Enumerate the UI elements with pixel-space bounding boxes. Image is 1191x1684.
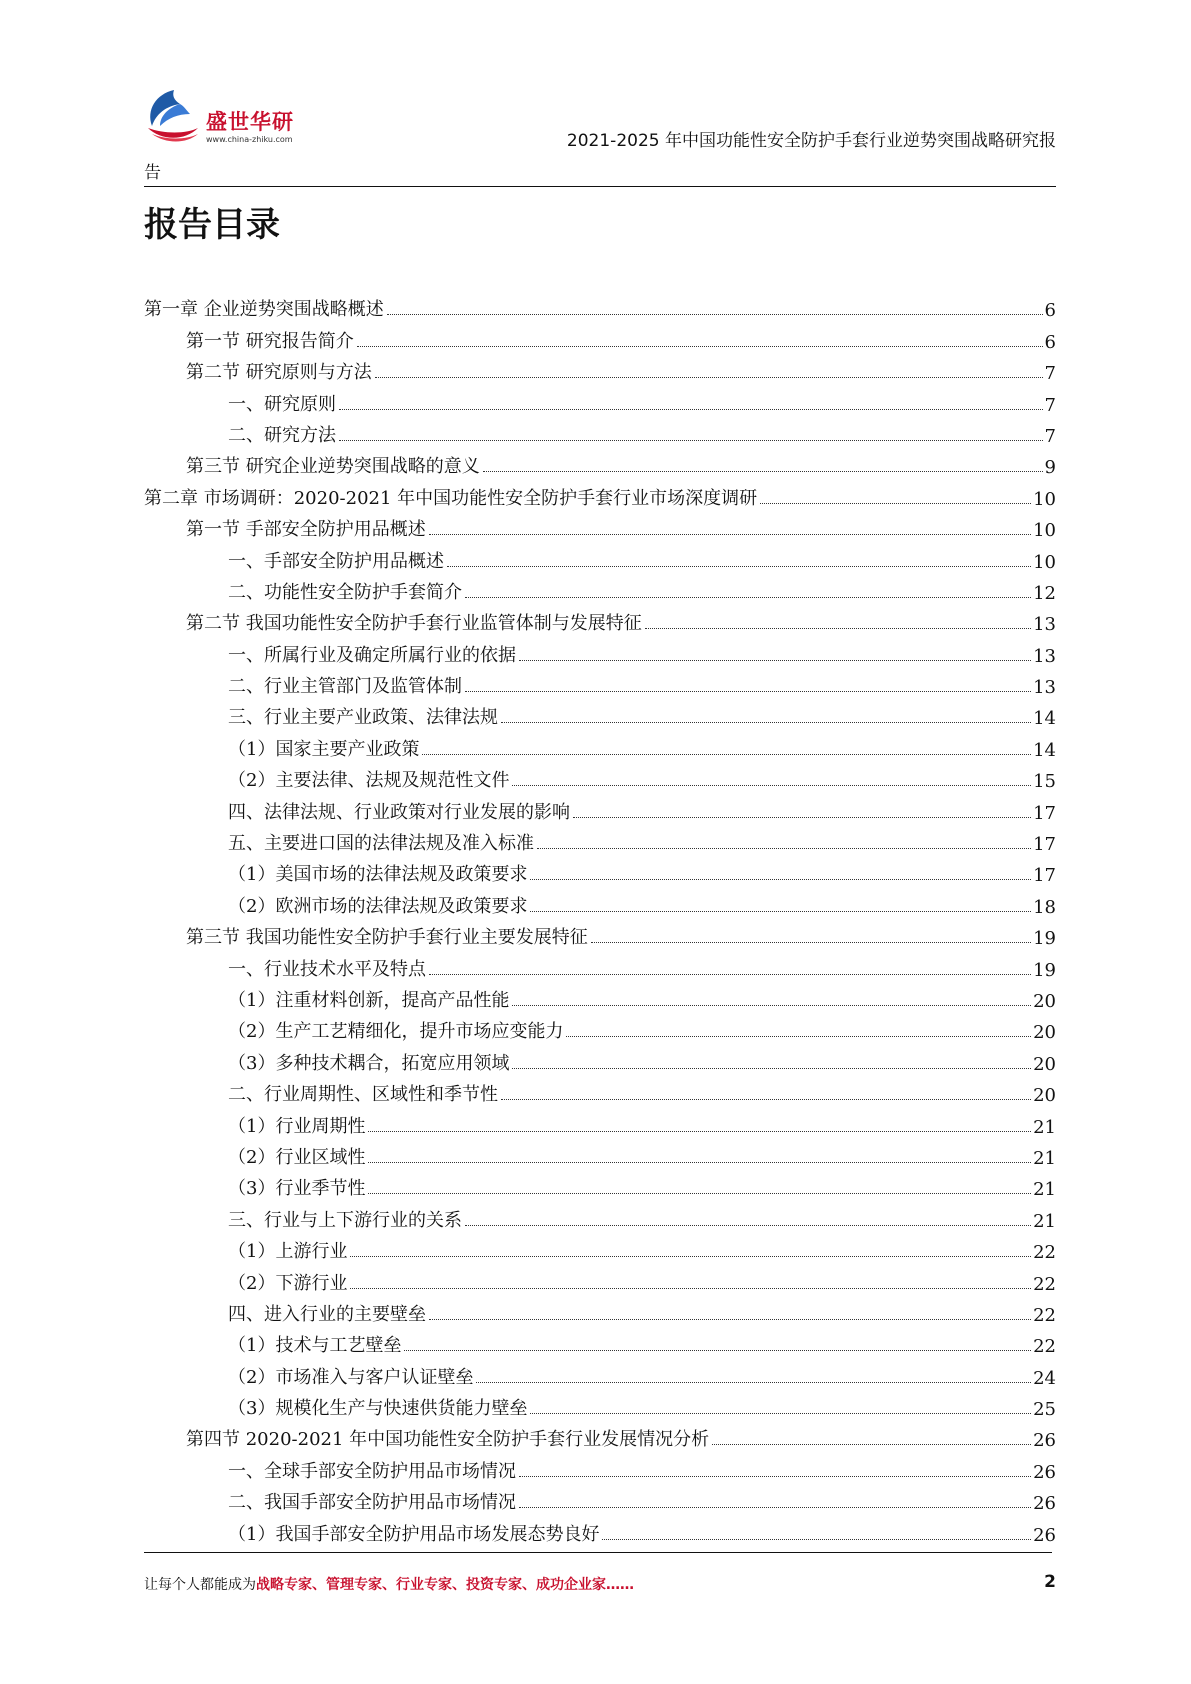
toc-leader-dots (429, 534, 1031, 535)
toc-entry-title: 第一章 企业逆势突围战略概述 (144, 299, 384, 321)
toc-leader-dots (566, 1036, 1031, 1037)
toc-entry-title: 一、全球手部安全防护用品市场情况 (228, 1460, 516, 1482)
toc-entry-title: 第一节 手部安全防护用品概述 (186, 519, 426, 541)
toc-entry-page: 26 (1033, 1493, 1056, 1515)
toc-entry[interactable] (144, 1232, 1056, 1263)
toc-entry[interactable] (144, 1389, 1056, 1420)
toc-entry-title: 二、我国手部安全防护用品市场情况 (228, 1492, 516, 1514)
toc-entry[interactable] (144, 510, 1056, 541)
toc-entry[interactable] (144, 604, 1056, 635)
toc-entry-title: 二、研究方法 (228, 424, 336, 446)
toc-leader-dots (512, 1005, 1031, 1006)
toc-entry-title: 第二节 研究原则与方法 (186, 362, 372, 384)
toc-entry[interactable] (144, 573, 1056, 604)
toc-entry[interactable] (144, 1138, 1056, 1169)
toc-entry-title: 第四节 2020-2021 年中国功能性安全防护手套行业发展情况分析 (186, 1429, 710, 1451)
toc-leader-dots (368, 1131, 1031, 1132)
toc-leader-dots (465, 597, 1031, 598)
toc-entry[interactable] (144, 1451, 1056, 1482)
toc-entry[interactable] (144, 447, 1056, 478)
toc-entry[interactable] (144, 918, 1056, 949)
brand-emblem-icon (140, 84, 204, 148)
toc-entry[interactable] (144, 635, 1056, 666)
table-of-contents (144, 290, 1056, 1546)
toc-leader-dots (512, 785, 1031, 786)
toc-leader-dots (591, 942, 1031, 943)
toc-leader-dots (760, 503, 1031, 504)
toc-entry-page: 22 (1033, 1242, 1056, 1264)
footer-slogan-prefix: 让每个人都能成为 (144, 1577, 256, 1593)
toc-leader-dots (339, 409, 1043, 410)
toc-entry[interactable] (144, 1295, 1056, 1326)
toc-leader-dots (404, 1350, 1031, 1351)
toc-entry-page: 22 (1033, 1273, 1056, 1295)
toc-entry-title: 第一节 研究报告简介 (186, 330, 354, 352)
toc-leader-dots (645, 628, 1031, 629)
toc-entry-page: 9 (1044, 457, 1056, 479)
toc-leader-dots (465, 691, 1031, 692)
toc-leader-dots (422, 754, 1031, 755)
toc-entry-page: 7 (1044, 394, 1056, 416)
toc-entry[interactable] (144, 1106, 1056, 1137)
footer-divider (144, 1552, 1052, 1553)
toc-entry-title: （2）生产工艺精细化，提升市场应变能力 (228, 1021, 564, 1043)
toc-entry-page: 7 (1044, 425, 1056, 447)
report-title: 报告目录 (144, 205, 280, 245)
toc-entry-page: 17 (1033, 865, 1056, 887)
toc-entry-page: 20 (1033, 1085, 1056, 1107)
toc-leader-dots (447, 566, 1031, 567)
toc-entry-title: （1）行业周期性 (228, 1115, 366, 1137)
footer-slogan (144, 1574, 634, 1594)
toc-entry-title: 三、行业与上下游行业的关系 (228, 1209, 462, 1231)
toc-entry[interactable] (144, 384, 1056, 415)
toc-entry-page: 7 (1044, 363, 1056, 385)
toc-entry-title: 一、行业技术水平及特点 (228, 958, 426, 980)
toc-entry-title: 一、研究原则 (228, 393, 336, 415)
page-number: 2 (1044, 1572, 1056, 1592)
toc-entry-title: （1）国家主要产业政策 (228, 738, 420, 760)
toc-entry[interactable] (144, 1483, 1056, 1514)
toc-entry[interactable] (144, 886, 1056, 917)
toc-entry-page: 24 (1033, 1367, 1056, 1389)
toc-entry[interactable] (144, 1357, 1056, 1388)
toc-entry-page: 14 (1033, 739, 1056, 761)
toc-entry[interactable] (144, 792, 1056, 823)
toc-entry[interactable] (144, 290, 1056, 321)
toc-entry-title: 二、功能性安全防护手套简介 (228, 581, 462, 603)
toc-entry-title: （1）注重材料创新，提高产品性能 (228, 989, 510, 1011)
toc-leader-dots (429, 1319, 1031, 1320)
toc-leader-dots (530, 1413, 1031, 1414)
toc-leader-dots (602, 1539, 1031, 1540)
toc-entry[interactable] (144, 855, 1056, 886)
brand-logo (140, 84, 330, 154)
toc-leader-dots (350, 1288, 1031, 1289)
toc-entry[interactable] (144, 667, 1056, 698)
header-divider (144, 186, 1056, 187)
toc-entry-page: 10 (1033, 551, 1056, 573)
toc-entry-page: 13 (1033, 614, 1056, 636)
toc-entry[interactable] (144, 478, 1056, 509)
toc-leader-dots (375, 377, 1043, 378)
toc-leader-dots (350, 1256, 1031, 1257)
toc-entry[interactable] (144, 729, 1056, 760)
toc-entry-title: 第二章 市场调研：2020-2021 年中国功能性安全防护手套行业市场深度调研 (144, 487, 758, 509)
toc-entry-page: 20 (1033, 1053, 1056, 1075)
toc-entry[interactable] (144, 1514, 1056, 1545)
brand-name: 盛世华研 (206, 110, 294, 134)
toc-entry-page: 20 (1033, 990, 1056, 1012)
toc-entry[interactable] (144, 416, 1056, 447)
toc-entry-title: （2）下游行业 (228, 1272, 348, 1294)
toc-entry-page: 6 (1044, 331, 1056, 353)
toc-entry-title: （3）多种技术耦合，拓宽应用领域 (228, 1052, 510, 1074)
toc-entry-title: 第二节 我国功能性安全防护手套行业监管体制与发展特征 (186, 613, 642, 635)
toc-entry-title: 一、手部安全防护用品概述 (228, 550, 444, 572)
header-doc-title: 2021-2025 年中国功能性安全防护手套行业逆势突围战略研究报 (566, 131, 1056, 151)
toc-entry[interactable] (144, 1043, 1056, 1074)
toc-leader-dots (501, 722, 1031, 723)
toc-leader-dots (476, 1382, 1031, 1383)
toc-entry-page: 26 (1033, 1461, 1056, 1483)
toc-entry-page: 13 (1033, 645, 1056, 667)
toc-entry-page: 20 (1033, 1022, 1056, 1044)
toc-leader-dots (519, 1476, 1031, 1477)
toc-entry[interactable] (144, 541, 1056, 572)
toc-entry-page: 26 (1033, 1524, 1056, 1546)
toc-entry-title: 二、行业主管部门及监管体制 (228, 676, 462, 698)
toc-entry-page: 21 (1033, 1147, 1056, 1169)
toc-entry-page: 17 (1033, 834, 1056, 856)
toc-entry-title: （1）美国市场的法律法规及政策要求 (228, 864, 528, 886)
toc-entry-page: 13 (1033, 677, 1056, 699)
toc-entry[interactable] (144, 1200, 1056, 1231)
toc-leader-dots (530, 911, 1031, 912)
toc-leader-dots (387, 314, 1043, 315)
footer-slogan-highlight: 战略专家、管理专家、行业专家、投资专家、成功企业家…… (256, 1577, 634, 1593)
toc-leader-dots (368, 1162, 1031, 1163)
toc-entry-title: 一、所属行业及确定所属行业的依据 (228, 644, 516, 666)
toc-entry[interactable] (144, 981, 1056, 1012)
toc-entry-page: 12 (1033, 582, 1056, 604)
toc-leader-dots (465, 1225, 1031, 1226)
toc-entry-page: 14 (1033, 708, 1056, 730)
toc-entry-title: 五、主要进口国的法律法规及准入标准 (228, 833, 534, 855)
toc-entry-page: 10 (1033, 488, 1056, 510)
toc-entry-title: （2）欧洲市场的法律法规及政策要求 (228, 895, 528, 917)
toc-entry[interactable] (144, 1420, 1056, 1451)
toc-entry-title: （2）市场准入与客户认证壁垒 (228, 1366, 474, 1388)
toc-entry[interactable] (144, 1012, 1056, 1043)
toc-entry[interactable] (144, 698, 1056, 729)
toc-entry-title: 二、行业周期性、区域性和季节性 (228, 1084, 498, 1106)
toc-entry-title: 第三节 我国功能性安全防护手套行业主要发展特征 (186, 927, 588, 949)
toc-entry-title: （3）规模化生产与快速供货能力壁垒 (228, 1398, 528, 1420)
toc-leader-dots (537, 848, 1031, 849)
toc-leader-dots (530, 879, 1031, 880)
toc-entry-page: 19 (1033, 928, 1056, 950)
toc-entry[interactable] (144, 824, 1056, 855)
toc-entry[interactable] (144, 1326, 1056, 1357)
toc-entry-page: 22 (1033, 1304, 1056, 1326)
toc-leader-dots (519, 1507, 1031, 1508)
toc-entry-page: 6 (1044, 300, 1056, 322)
toc-entry-page: 22 (1033, 1336, 1056, 1358)
toc-entry-title: 四、进入行业的主要壁垒 (228, 1303, 426, 1325)
toc-entry-title: 第三节 研究企业逆势突围战略的意义 (186, 456, 480, 478)
toc-entry-page: 10 (1033, 520, 1056, 542)
toc-entry-title: （1）我国手部安全防护用品市场发展态势良好 (228, 1523, 600, 1545)
toc-leader-dots (483, 471, 1043, 472)
toc-leader-dots (357, 346, 1043, 347)
toc-leader-dots (519, 660, 1031, 661)
toc-entry-title: （1）技术与工艺壁垒 (228, 1335, 402, 1357)
toc-leader-dots (339, 440, 1043, 441)
toc-entry-page: 17 (1033, 802, 1056, 824)
toc-leader-dots (512, 1068, 1031, 1069)
toc-entry-page: 21 (1033, 1210, 1056, 1232)
toc-entry[interactable] (144, 1075, 1056, 1106)
toc-entry-page: 19 (1033, 959, 1056, 981)
toc-entry-page: 25 (1033, 1399, 1056, 1421)
toc-leader-dots (712, 1444, 1031, 1445)
toc-entry[interactable] (144, 321, 1056, 352)
toc-entry-title: （3）行业季节性 (228, 1178, 366, 1200)
toc-entry-title: 四、法律法规、行业政策对行业发展的影响 (228, 801, 570, 823)
toc-leader-dots (368, 1193, 1031, 1194)
brand-url: www.china-zhiku.com (206, 135, 293, 144)
toc-entry-page: 21 (1033, 1116, 1056, 1138)
toc-entry-title: （1）上游行业 (228, 1241, 348, 1263)
toc-entry-title: 三、行业主要产业政策、法律法规 (228, 707, 498, 729)
toc-entry-page: 26 (1033, 1430, 1056, 1452)
toc-entry-page: 18 (1033, 896, 1056, 918)
toc-leader-dots (501, 1099, 1031, 1100)
toc-entry-title: （2）行业区域性 (228, 1146, 366, 1168)
toc-entry-title: （2）主要法律、法规及规范性文件 (228, 770, 510, 792)
toc-leader-dots (429, 974, 1031, 975)
toc-entry[interactable] (144, 1263, 1056, 1294)
toc-entry-page: 15 (1033, 771, 1056, 793)
toc-entry[interactable] (144, 761, 1056, 792)
toc-leader-dots (573, 817, 1031, 818)
toc-entry[interactable] (144, 949, 1056, 980)
toc-entry[interactable] (144, 353, 1056, 384)
toc-entry[interactable] (144, 1169, 1056, 1200)
toc-entry-page: 21 (1033, 1179, 1056, 1201)
header-doc-title-continued: 告 (144, 163, 161, 183)
